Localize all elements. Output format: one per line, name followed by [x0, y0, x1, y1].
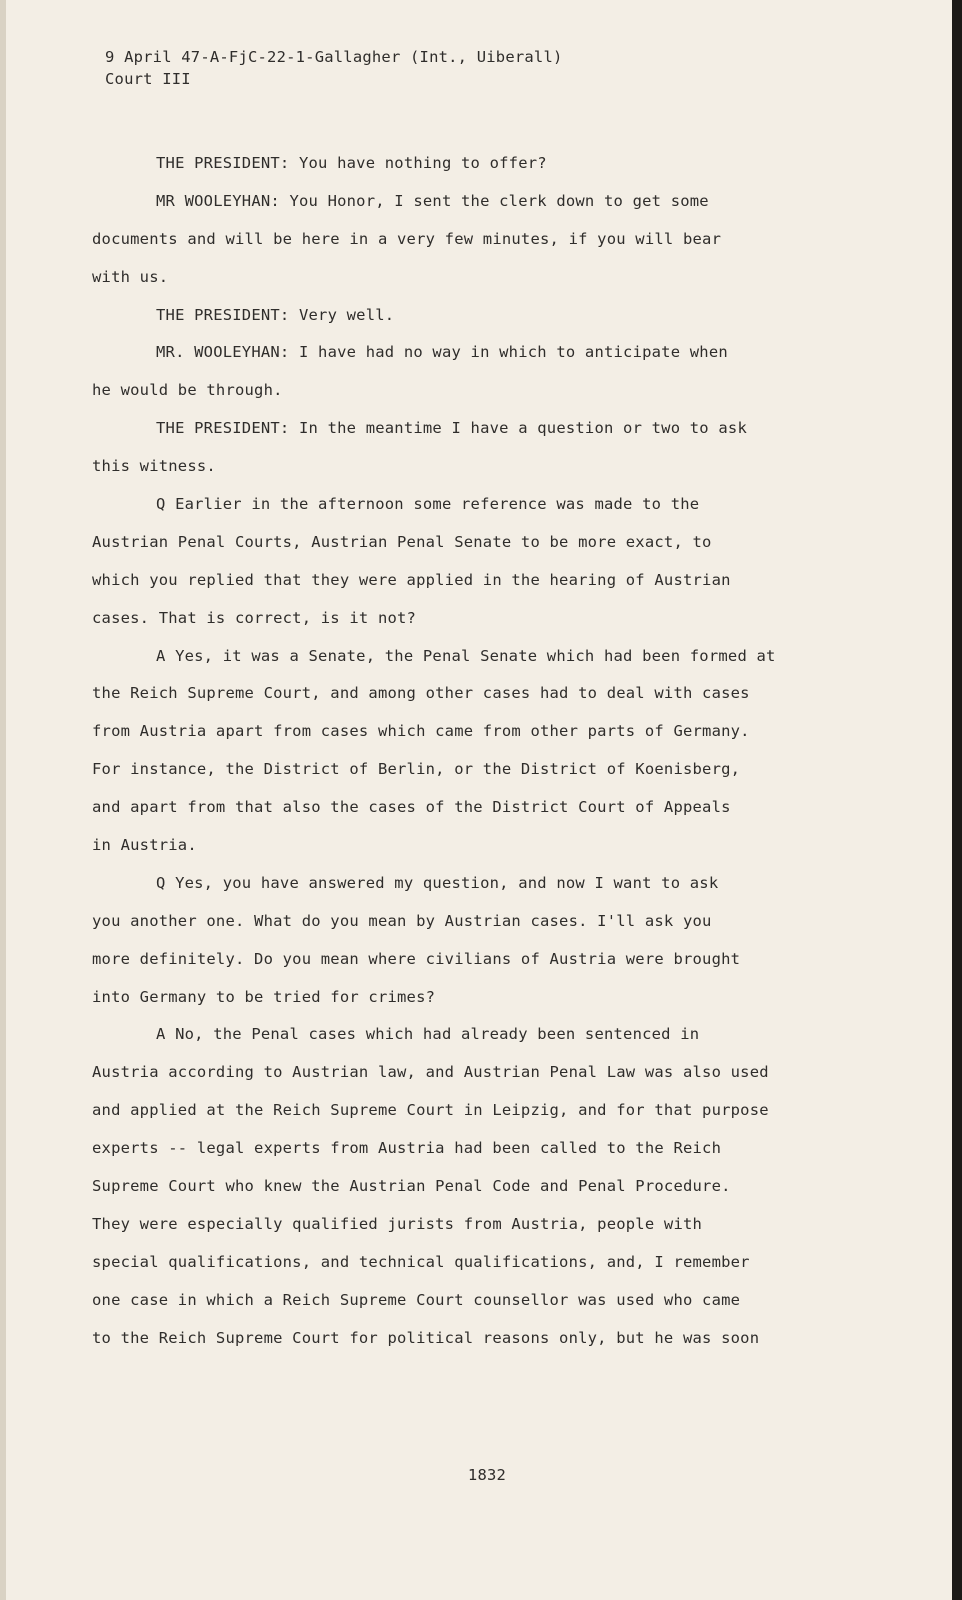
- transcript-line: more definitely. Do you mean where civilians of Austria were brought: [92, 949, 741, 968]
- transcript-line: the Reich Supreme Court, and among other cases had to deal with cases: [92, 684, 750, 703]
- transcript-line: Austrian Penal Courts, Austrian Penal Senate to be more exact, to: [92, 532, 712, 551]
- transcript-line: documents and will be here in a very few minutes, if you will bear: [92, 229, 722, 248]
- transcript-line: A No, the Penal cases which had already been sentenced in: [156, 1025, 700, 1044]
- edge-mark: [952, 720, 954, 760]
- transcript-line: Q Earlier in the afternoon some reference was made to the: [156, 495, 700, 514]
- transcript-line: THE PRESIDENT: In the meantime I have a question or two to ask: [156, 419, 747, 438]
- transcript-line: They were especially qualified jurists from Austria, people with: [92, 1214, 703, 1233]
- transcript-line: from Austria apart from cases which came from other parts of Germany.: [92, 722, 750, 741]
- transcript-line: which you replied that they were applied in the hearing of Austrian: [92, 570, 731, 589]
- transcript-body: [92, 145, 872, 1358]
- edge-mark: [952, 150, 954, 220]
- header-court-line: Court III: [105, 70, 191, 88]
- transcript-line: For instance, the District of Berlin, or the District of Koenisberg,: [92, 760, 741, 779]
- transcript-line: he would be through.: [92, 381, 283, 400]
- document-header: [105, 46, 563, 90]
- transcript-line: Austria according to Austrian law, and Austrian Penal Law was also used: [92, 1063, 769, 1082]
- transcript-line: MR WOOLEYHAN: You Honor, I sent the clerk down to get some: [156, 191, 709, 210]
- transcript-line: A Yes, it was a Senate, the Penal Senate which had been formed at: [156, 646, 776, 665]
- transcript-line: cases. That is correct, is it not?: [92, 608, 417, 627]
- transcript-line: Q Yes, you have answered my question, and now I want to ask: [156, 873, 719, 892]
- transcript-line: one case in which a Reich Supreme Court counsellor was used who came: [92, 1290, 741, 1309]
- transcript-line: experts -- legal experts from Austria had been called to the Reich: [92, 1139, 722, 1158]
- transcript-line: to the Reich Supreme Court for political reasons only, but he was soon: [92, 1328, 760, 1347]
- transcript-line: THE PRESIDENT: You have nothing to offer?: [156, 154, 547, 172]
- transcript-line: special qualifications, and technical qualifications, and, I remember: [92, 1252, 750, 1271]
- transcript-line: this witness.: [92, 457, 216, 476]
- transcript-line: with us.: [92, 267, 169, 286]
- transcript-line: and applied at the Reich Supreme Court in Leipzig, and for that purpose: [92, 1101, 769, 1120]
- page-number: 1832: [467, 1466, 507, 1484]
- transcript-line: into Germany to be tried for crimes?: [92, 987, 436, 1006]
- transcript-line: Supreme Court who knew the Austrian Penal Code and Penal Procedure.: [92, 1177, 731, 1196]
- transcript-line: you another one. What do you mean by Austrian cases. I'll ask you: [92, 911, 712, 930]
- header-reference-line: 9 April 47-A-FjC-22-1-Gallagher (Int., Uiberall): [105, 48, 563, 66]
- transcript-line: and apart from that also the cases of the District Court of Appeals: [92, 798, 731, 817]
- transcript-line: THE PRESIDENT: Very well.: [156, 305, 395, 324]
- transcript-line: MR. WOOLEYHAN: I have had no way in which to anticipate when: [156, 343, 728, 362]
- transcript-line: in Austria.: [92, 836, 197, 855]
